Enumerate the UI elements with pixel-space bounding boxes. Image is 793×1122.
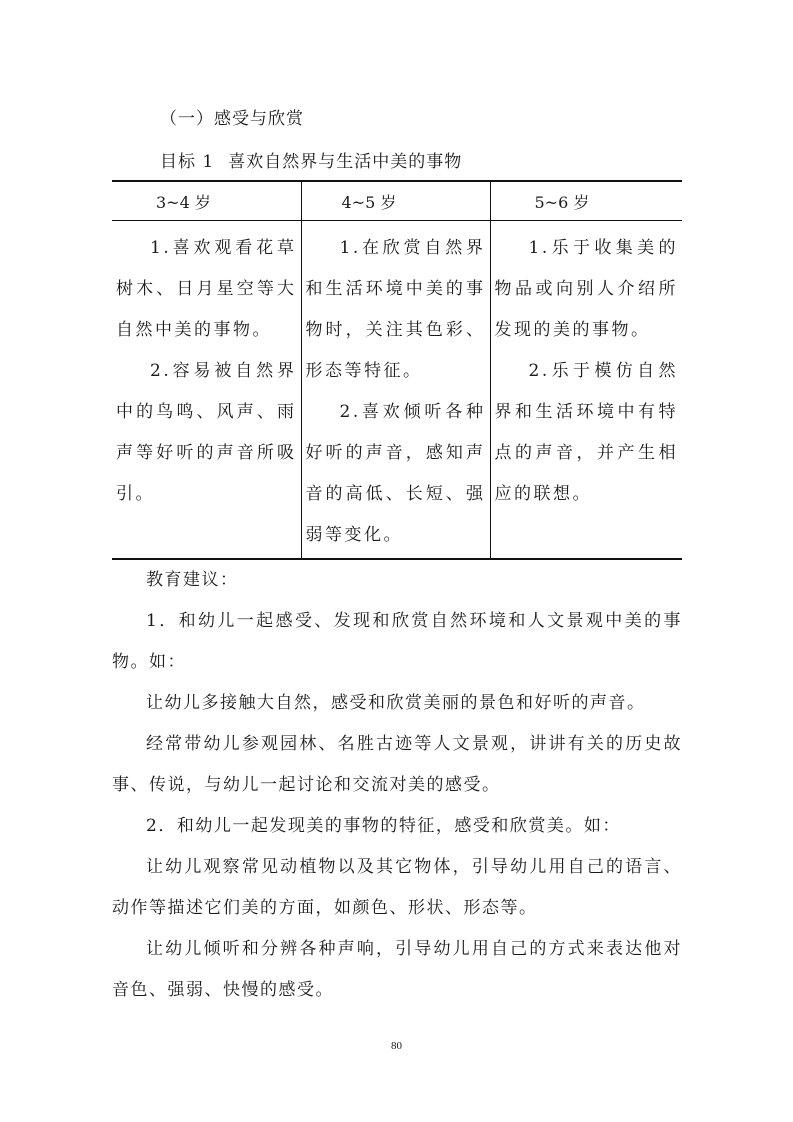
page-number: 80	[391, 1040, 402, 1052]
goals-table	[112, 180, 682, 560]
suggestion-paragraph: 让幼儿观察常见动植物以及其它物体，引导幼儿用自己的语言、动作等描述它们美的方面，如颜色、形状、形态等。	[112, 857, 682, 918]
suggestion-paragraph: 让幼儿多接触大自然，感受和欣赏美丽的景色和好听的声音。	[146, 693, 646, 713]
goal-item: 2.喜欢倾听各种好听的声音，感知声音的高低、长短、强弱等变化。	[305, 402, 486, 545]
education-suggestions	[112, 560, 682, 1011]
table-row	[112, 221, 682, 560]
cell-age-3-4	[112, 221, 301, 560]
goal-item: 1.乐于收集美的物品或向别人介绍所发现的美的事物。	[494, 238, 678, 340]
cell-age-4-5	[301, 221, 490, 560]
header-age-4-5: 4~5 岁	[301, 181, 490, 221]
suggestion-paragraph: 2．和幼儿一起发现美的事物的特征，感受和欣赏美。如：	[146, 816, 621, 836]
suggestions-heading: 教育建议：	[146, 570, 239, 590]
section-title: （一）感受与欣赏	[160, 109, 304, 129]
suggestion-paragraph: 1．和幼儿一起感受、发现和欣赏自然环境和人文景观中美的事物。如：	[112, 611, 682, 672]
table-header-row	[112, 181, 682, 221]
goal-name: 喜欢自然界与生活中美的事物	[228, 152, 463, 172]
goal-title	[160, 147, 462, 172]
goal-item: 1.喜欢观看花草树木、日月星空等大自然中美的事物。	[116, 238, 297, 340]
header-age-5-6: 5~6 岁	[490, 181, 682, 221]
cell-age-5-6	[490, 221, 682, 560]
goal-item: 2.乐于模仿自然界和生活环境中有特点的声音，并产生相应的联想。	[494, 361, 678, 504]
goal-label: 目标 1	[160, 152, 215, 172]
header-age-3-4: 3~4 岁	[156, 192, 211, 212]
suggestion-paragraph: 经常带幼儿参观园林、名胜古迹等人文景观，讲讲有关的历史故事、传说，与幼儿一起讨论和交流对美的感受。	[112, 734, 682, 795]
goal-item: 2.容易被自然界中的鸟鸣、风声、雨声等好听的声音所吸引。	[116, 361, 297, 504]
goal-item: 1.在欣赏自然界和生活环境中美的事物时，关注其色彩、形态等特征。	[305, 238, 486, 381]
suggestion-paragraph: 让幼儿倾听和分辨各种声响，引导幼儿用自己的方式来表达他对音色、强弱、快慢的感受。	[112, 939, 682, 1000]
